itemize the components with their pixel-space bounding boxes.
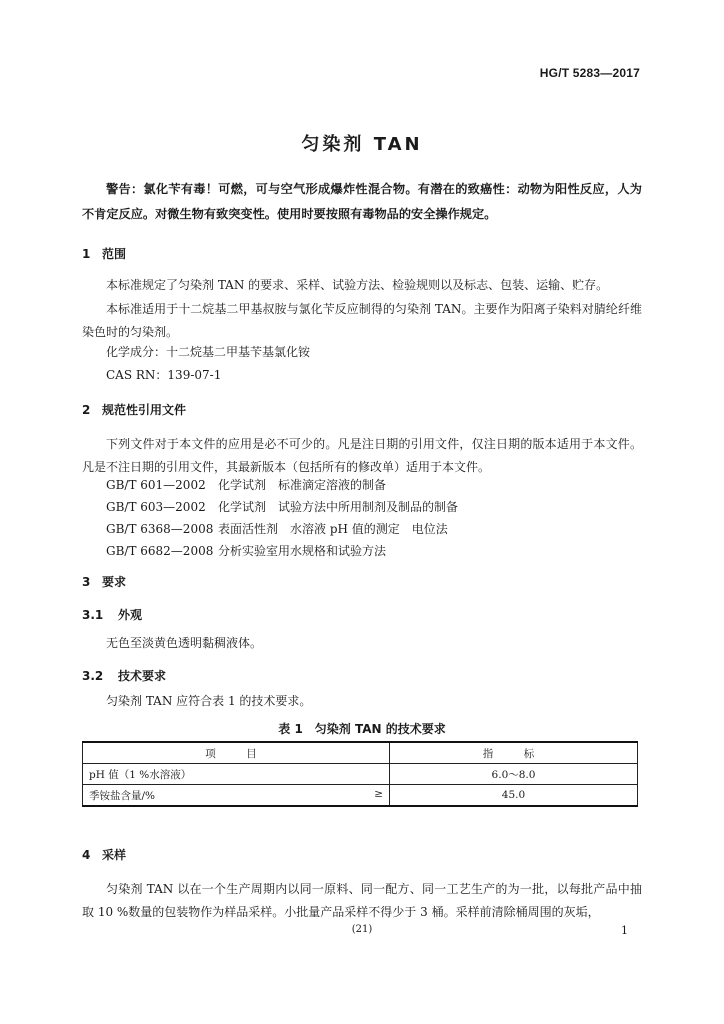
section-3-heading: [82, 573, 126, 590]
reference-code: GB/T 603—2002: [106, 500, 206, 514]
section-title: 要求: [102, 575, 127, 589]
technical-requirements-text: 匀染剂 TAN 应符合表 1 的技术要求。: [106, 694, 312, 708]
warning-paragraph: 警告：氯化苄有毒！可燃，可与空气形成爆炸性混合物。有潜在的致癌性：动物为阳性反应，人为不肯定反应。对微生物有致突变性。使用时要按照有毒物品的安全操作规定。: [82, 182, 642, 221]
reference-item: [106, 474, 386, 496]
table-cell-value: 45.0: [390, 785, 638, 807]
cas-number: CAS RN：139-07-1: [106, 368, 222, 382]
table-header-value: 指 标: [390, 742, 638, 764]
subsection-3-2-heading: [82, 667, 166, 684]
section-2-heading: [82, 401, 186, 418]
table-caption: 表 1 匀染剂 TAN 的技术要求: [278, 722, 446, 736]
section-number: 1: [82, 247, 91, 261]
page-number: 1: [621, 924, 628, 937]
item-condition: ≥: [374, 787, 383, 800]
footer-page-ref: (21): [351, 924, 373, 935]
section-title: 规范性引用文件: [102, 403, 187, 417]
table-cell-item: [83, 764, 390, 785]
section-number: 3: [82, 575, 91, 589]
reference-name: 表面活性剂 水溶液 pH 值的测定 电位法: [218, 522, 448, 536]
table-row: [83, 764, 638, 785]
subsection-3-1-heading: [82, 606, 142, 623]
chemical-composition: 化学成分：十二烷基二甲基苄基氯化铵: [106, 345, 311, 359]
appearance-text: 无色至淡黄色透明黏稠液体。: [106, 636, 263, 650]
section-number: 2: [82, 403, 91, 417]
subsection-title: 外观: [118, 608, 143, 622]
table-row: [83, 785, 638, 807]
reference-item: [106, 518, 448, 540]
subsection-title: 技术要求: [118, 669, 167, 683]
subsection-number: 3.2: [82, 669, 104, 683]
reference-name: 化学试剂 标准滴定溶液的制备: [218, 478, 387, 492]
document-title: 匀染剂 TAN: [301, 134, 423, 155]
table-header-item: 项 目: [83, 742, 390, 764]
section-number: 4: [82, 848, 91, 862]
sampling-paragraph: 匀染剂 TAN 以在一个生产周期内以同一原料、同一配方、同一工艺生产的为一批，以每批产品中抽取 10 %数量的包装物作为样品采样。小批量产品采样不得少于 3 桶。采样前清除桶周围的灰垢，: [82, 882, 642, 919]
scope-paragraph-2: 本标准适用于十二烷基二甲基叔胺与氯化苄反应制得的匀染剂 TAN。主要作为阳离子染料对腈纶纤维染色时的匀染剂。: [82, 302, 642, 339]
normative-references-paragraph: 下列文件对于本文件的应用是必不可少的。凡是注日期的引用文件，仅注日期的版本适用于本文件。凡是不注日期的引用文件，其最新版本（包括所有的修改单）适用于本文件。: [82, 437, 642, 474]
standard-code: HG/T 5283—2017: [539, 66, 640, 80]
reference-code: GB/T 6682—2008: [106, 544, 214, 558]
reference-name: 化学试剂 试验方法中所用制剂及制品的制备: [218, 500, 459, 514]
subsection-number: 3.1: [82, 608, 104, 622]
table-cell-value: 6.0～8.0: [390, 764, 638, 785]
section-title: 范围: [102, 247, 127, 261]
technical-requirements-table: [82, 741, 638, 807]
reference-code: GB/T 601—2002: [106, 478, 206, 492]
reference-name: 分析实验室用水规格和试验方法: [218, 544, 387, 558]
scope-paragraph-1: 本标准规定了匀染剂 TAN 的要求、采样、试验方法、检验规则以及标志、包装、运输、贮存。: [106, 278, 609, 292]
table-cell-item: [83, 785, 390, 807]
item-label: pH 值（1 %水溶液）: [89, 768, 192, 781]
section-4-heading: [82, 846, 126, 863]
section-title: 采样: [102, 848, 127, 862]
reference-item: [106, 540, 386, 562]
reference-code: GB/T 6368—2008: [106, 522, 214, 536]
table-header-row: [83, 742, 638, 764]
item-label: 季铵盐含量/%: [89, 789, 156, 802]
section-1-heading: [82, 245, 126, 262]
reference-item: [106, 496, 458, 518]
